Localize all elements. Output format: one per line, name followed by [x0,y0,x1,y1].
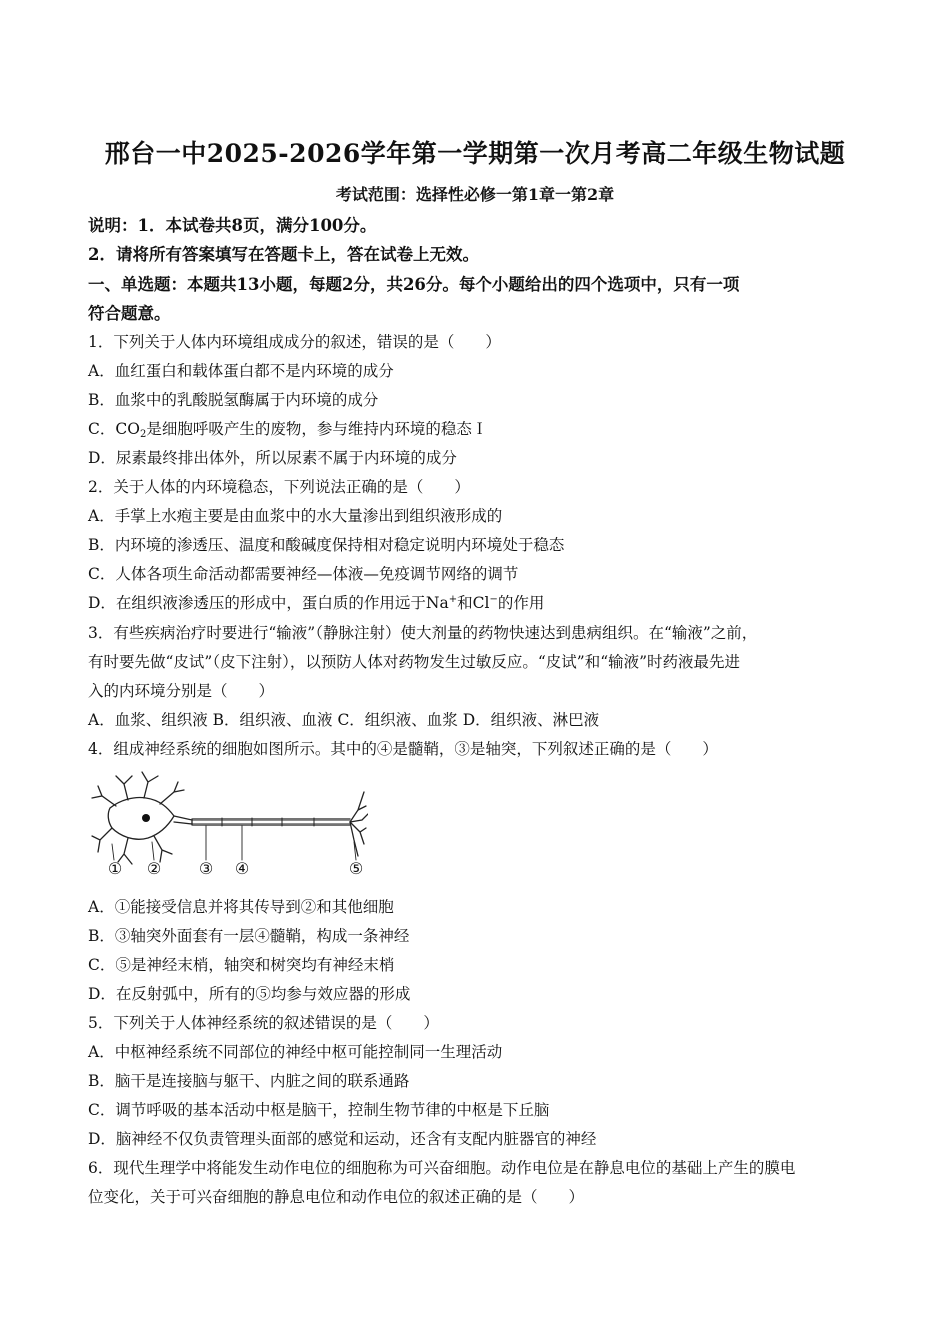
q5-option-a: A．中枢神经系统不同部位的神经中枢可能控制同一生理活动 [88,1043,503,1061]
q1-option-c-pre: C．CO [88,420,140,438]
note-line-1: 说明：1．本试卷共8页，满分100分。 [88,216,377,235]
q2-option-a: A．手掌上水疱主要是由血浆中的水大量渗出到组织液形成的 [88,507,503,525]
section-header-line-2: 符合题意。 [88,304,171,323]
neuron-label-4: ④ [234,859,250,878]
q5-option-b: B．脑干是连接脑与躯干、内脏之间的联系通路 [88,1072,410,1090]
q5-option-d: D．脑神经不仅负责管理头面部的感觉和运动，还含有支配内脏器官的神经 [88,1130,597,1148]
note-line-2: 2．请将所有答案填写在答题卡上，答在试卷上无效。 [88,245,479,264]
q4-option-c: C．⑤是神经末梢，轴突和树突均有神经末梢 [88,956,395,974]
q4-option-b: B．③轴突外面套有一层④髓鞘，构成一条神经 [88,927,410,945]
q2-option-d-pre: D．在组织液渗透压的形成中，蛋白质的作用远于Na [88,594,449,612]
q2-option-d-sup-plus: + [448,594,458,605]
exam-title: 邢台一中2025-2026学年第一学期第一次月考高二年级生物试题 [104,139,846,168]
q5-stem: 5．下列关于人体神经系统的叙述错误的是（ ） [88,1014,439,1032]
q3-stem-line-1: 3．有些疾病治疗时要进行“输液”（静脉注射）使大剂量的药物快速达到患病组织。在“输液”之前， [88,624,758,642]
section-header-line-1: 一、单选题：本题共13小题，每题2分，共26分。每个小题给出的四个选项中，只有一项 [88,275,740,294]
q1-stem: 1．下列关于人体内环境组成成分的叙述，错误的是（ ） [88,333,501,351]
neuron-diagram [88,770,368,878]
q1-option-d: D．尿素最终排出体外，所以尿素不属于内环境的成分 [88,449,457,467]
q1-option-c [88,417,487,440]
q2-option-d-mid: 和Cl [457,594,490,612]
q2-option-b: B．内环境的渗透压、温度和酸碱度保持相对稳定说明内环境处于稳态 [88,536,565,554]
q4-option-a: A．①能接受信息并将其传导到②和其他细胞 [88,898,394,916]
q1-option-b: B．血浆中的乳酸脱氢酶属于内环境的成分 [88,391,379,409]
q2-option-d-sup-minus: − [489,594,498,605]
q2-option-c: C．人体各项生命活动都需要神经—体液—免疫调节网络的调节 [88,565,519,583]
q5-option-c: C．调节呼吸的基本活动中枢是脑干，控制生物节律的中枢是下丘脑 [88,1101,550,1119]
q6-stem-line-1: 6．现代生理学中将能发生动作电位的细胞称为可兴奋细胞。动作电位是在静息电位的基础上产生的膜电 [88,1159,796,1177]
neuron-label-2: ② [146,859,162,878]
q4-stem: 4．组成神经系统的细胞如图所示。其中的④是髓鞘，③是轴突，下列叙述正确的是（ ） [88,740,718,758]
neuron-label-5: ⑤ [348,859,364,878]
q2-stem: 2．关于人体的内环境稳态，下列说法正确的是（ ） [88,478,470,496]
q1-option-c-subscript: 2 [139,429,147,440]
q3-options: A．血浆、组织液 B．组织液、血液 C．组织液、血浆 D．组织液、淋巴液 [88,711,600,729]
neuron-label-3: ③ [198,859,214,878]
q2-option-d-post: 的作用 [497,594,545,612]
q4-option-d: D．在反射弧中，所有的⑤均参与效应器的形成 [88,985,411,1003]
q6-stem-line-2: 位变化，关于可兴奋细胞的静息电位和动作电位的叙述正确的是（ ） [88,1188,585,1206]
exam-scope: 考试范围：选择性必修一第1章一第2章 [335,185,615,204]
neuron-label-1: ① [107,859,123,878]
q3-stem-line-2: 有时要先做“皮试”（皮下注射），以预防人体对药物发生过敏反应。“皮试”和“输液”时药液最先进 [88,653,741,671]
q2-option-d [88,591,544,613]
q1-option-c-post: 是细胞呼吸产生的废物，参与维持内环境的稳态Ｉ [146,420,488,438]
q1-option-a: A．血红蛋白和载体蛋白都不是内环境的成分 [88,362,394,380]
q3-stem-line-3: 入的内环境分别是（ ） [88,682,275,700]
